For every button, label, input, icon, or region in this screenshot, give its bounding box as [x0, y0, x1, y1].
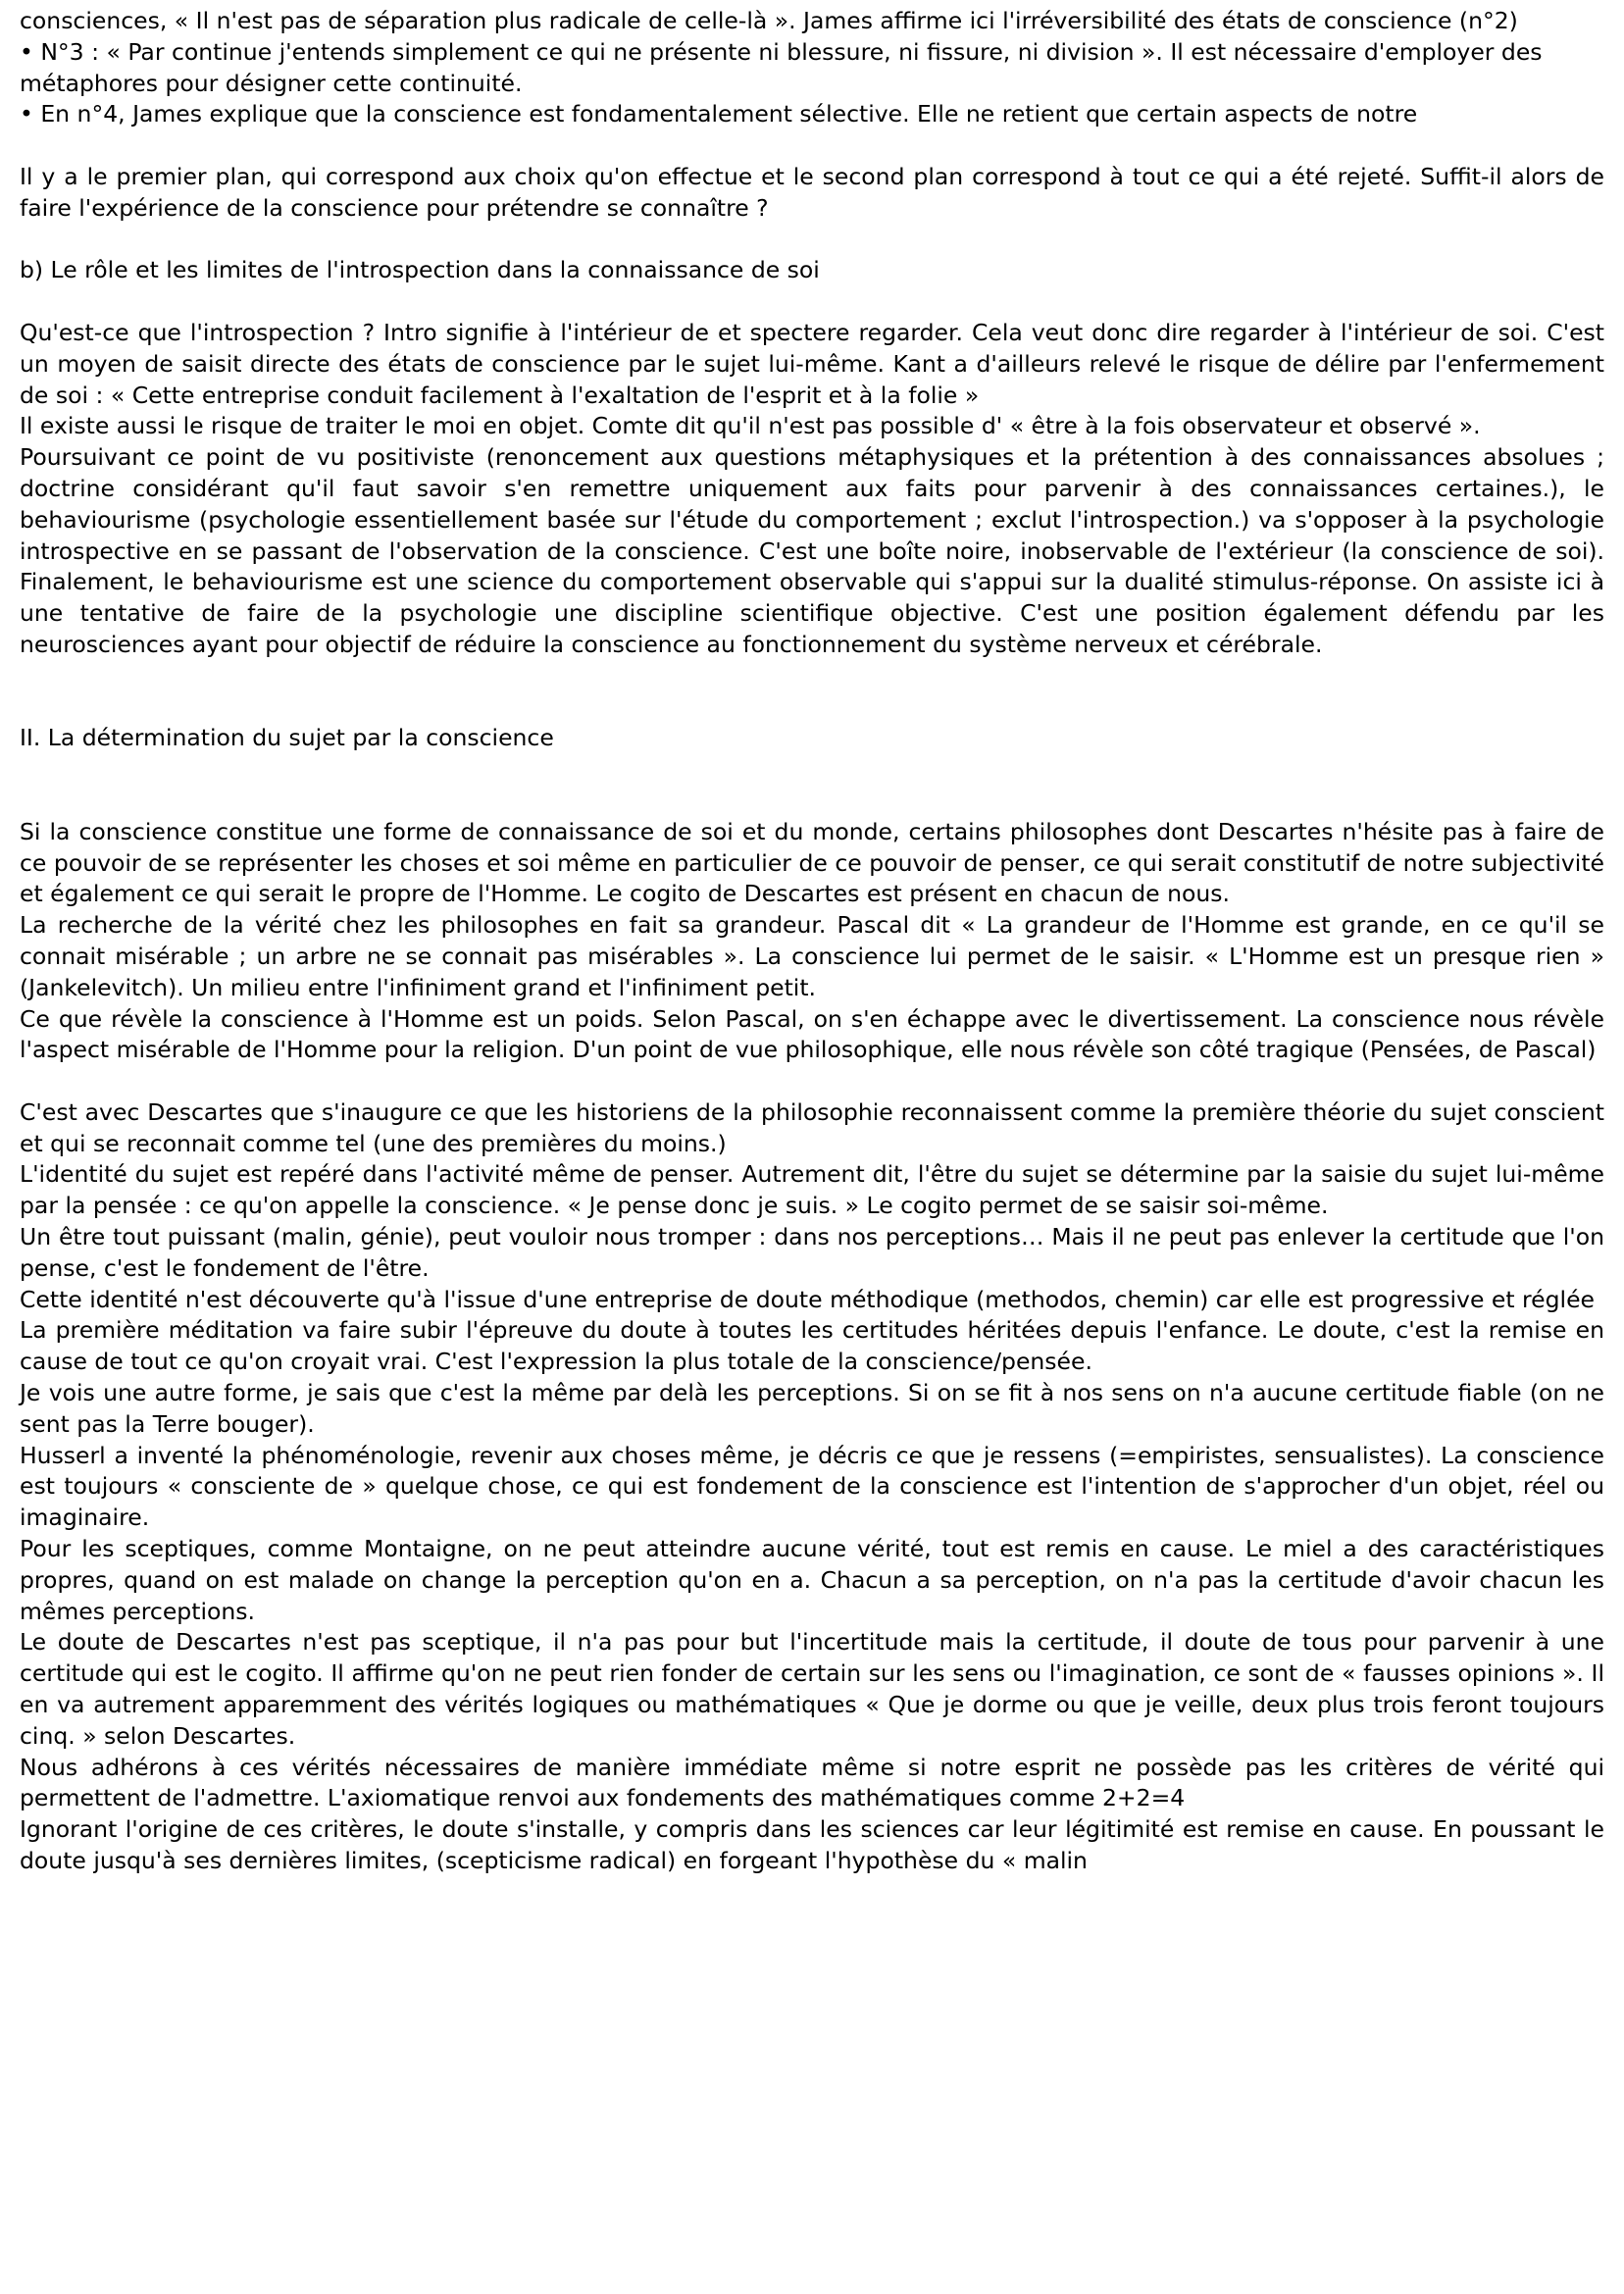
paragraph-behaviourism: Poursuivant ce point de vu positiviste (renoncement aux questions métaphysiques et la prétention à des connaissances absolues ; doctrine considérant qu'il faut savoir s'en remettre uniquement aux faits pour parvenir à des connaissances certaines.), le behaviourisme (psychologie essentiellement basée sur l'étude du comportement ; exclut l'introspection.) va s'opposer à la psychologie introspective en se passant de l'observation de la conscience. C'est une boîte noire, inobservable de l'extérieur (la conscience de soi). Finalement, le behaviourisme est une science du comportement observable qui s'appui sur la dualité stimulus-réponse. On assiste ici à une tentative de faire de la psychologie une discipline scientifique objective. C'est une position également défendu par les neurosciences ayant pour objectif de réduire la conscience au fonctionnement du système nerveux et cérébrale. [20, 443, 1604, 658]
paragraph-malin-genie: Un être tout puissant (malin, génie), peut vouloir nous tromper : dans nos perceptions… Mais il ne peut pas enlever la certitude que l'on pense, c'est le fondement de l'être. [20, 1223, 1604, 1282]
paragraph-necessary-truths: Nous adhérons à ces vérités nécessaires de manière immédiate même si notre esprit ne possède pas les critères de vérité qui permettent de l'admettre. L'axiomatique renvoi aux fondements des mathématiques comme 2+2=4 [20, 1753, 1604, 1812]
paragraph-methodical-doubt: Cette identité n'est découverte qu'à l'issue d'une entreprise de doute méthodique (methodos, chemin) car elle est progressive et réglée [20, 1285, 1595, 1313]
paragraph-sceptics: Pour les sceptiques, comme Montaigne, on ne peut atteindre aucune vérité, tout est remis en cause. Le miel a des caractéristiques propres, quand on est malade on change la perception qu'on en a. Chacun a sa perception, on n'a pas la certitude d'avoir chacun les mêmes perceptions. [20, 1535, 1604, 1625]
section-heading-introspection: b) Le rôle et les limites de l'introspection dans la connaissance de soi [20, 256, 820, 284]
paragraph-descartes-theory: C'est avec Descartes que s'inaugure ce que les historiens de la philosophie reconnaissent comme la première théorie du sujet conscient et qui se reconnait comme tel (une des premières du moins.) [20, 1097, 1604, 1157]
paragraph-first-plan: Il y a le premier plan, qui correspond aux choix qu'on effectue et le second plan correspond à tout ce qui a été rejeté. Suffit-il alors de faire l'expérience de la conscience pour prétendre se connaître ? [20, 162, 1604, 222]
paragraph-perceptions: Je vois une autre forme, je sais que c'est la même par delà les perceptions. Si on se fit à nos sens on n'a aucune certitude fiable (on ne sent pas la Terre bouger). [20, 1379, 1604, 1438]
paragraph-first-meditation: La première méditation va faire subir l'épreuve du doute à toutes les certitudes héritées depuis l'enfance. Le doute, c'est la remise en cause de tout ce qu'on croyait vrai. C'est l'expression la plus totale de la conscience/pensée. [20, 1316, 1604, 1376]
paragraph-radical-scepticism: Ignorant l'origine de ces critères, le doute s'installe, y compris dans les sciences car leur légitimité est remise en cause. En poussant le doute jusqu'à ses dernières limites, (scepticisme radical) en forgeant l'hypothèse du « malin [20, 1815, 1604, 1875]
paragraph-husserl: Husserl a inventé la phénoménologie, revenir aux choses même, je décris ce que je ressens (=empiristes, sensualistes). La conscience est toujours « consciente de » quelque chose, ce qui est fondement de la conscience est l'intention de s'approcher d'un objet, réel ou imaginaire. [20, 1441, 1604, 1532]
document-page [20, 6, 1604, 1877]
bullet-selective: • En n°4, James explique que la conscience est fondamentalement sélective. Elle ne retient que certain aspects de notre [20, 100, 1418, 128]
paragraph-introspection-definition: Qu'est-ce que l'introspection ? Intro signifie à l'intérieur de et spectere regarder. Cela veut donc dire regarder à l'intérieur de soi. C'est un moyen de saisit directe des états de conscience par le sujet lui-même. Kant a d'ailleurs relevé le risque de délire par l'enfermement de soi : « Cette entreprise conduit facilement à l'exaltation de l'esprit et à la folie » [20, 318, 1604, 409]
section-heading-determination: II. La détermination du sujet par la conscience [20, 724, 554, 752]
paragraph-pascal-grandeur: La recherche de la vérité chez les philosophes en fait sa grandeur. Pascal dit « La grandeur de l'Homme est grande, en ce qu'il se connait misérable ; un arbre ne se connait pas misérables ». La conscience lui permet de le saisir. « L'Homme est un presque rien » (Jankelevitch). Un milieu entre l'infiniment grand et l'infiniment petit. [20, 911, 1604, 1001]
paragraph-pascal-divertissement: Ce que révèle la conscience à l'Homme est un poids. Selon Pascal, on s'en échappe avec le divertissement. La conscience nous révèle l'aspect misérable de l'Homme pour la religion. D'un point de vue philosophique, elle nous révèle son côté tragique (Pensées, de Pascal) [20, 1004, 1604, 1064]
paragraph-comte: Il existe aussi le risque de traiter le moi en objet. Comte dit qu'il n'est pas possible d' « être à la fois observateur et observé ». [20, 412, 1481, 440]
paragraph-descartes-doubt: Le doute de Descartes n'est pas sceptique, il n'a pas pour but l'incertitude mais la certitude, il doute de tous pour parvenir à une certitude qui est le cogito. Il affirme qu'on ne peut rien fonder de certain sur les sens ou l'imagination, ce sont de « fausses opinions ». Il en va autrement apparemment des vérités logiques ou mathématiques « Que je dorme ou que je veille, deux plus trois feront toujours cinq. » selon Descartes. [20, 1628, 1604, 1750]
paragraph-descartes-subjectivity: Si la conscience constitue une forme de connaissance de soi et du monde, certains philosophes dont Descartes n'hésite pas à faire de ce pouvoir de se représenter les choses et soi même en particulier de ce pouvoir de penser, ce qui serait constitutif de notre subjectivité et également ce qui serait le propre de l'Homme. Le cogito de Descartes est présent en chacun de nous. [20, 817, 1604, 908]
bullet-continuity: • N°3 : « Par continue j'entends simplement ce qui ne présente ni blessure, ni fissure, ni division ». Il est nécessaire d'employer des métaphores pour désigner cette continuité. [20, 37, 1543, 97]
paragraph-james-conscience: consciences, « Il n'est pas de séparation plus radicale de celle-là ». James affirme ici l'irréversibilité des états de conscience (n°2) [20, 7, 1518, 34]
paragraph-identity-thinking: L'identité du sujet est repéré dans l'activité même de penser. Autrement dit, l'être du sujet se détermine par la saisie du sujet lui-même par la pensée : ce qu'on appelle la conscience. « Je pense donc je suis. » Le cogito permet de se saisir soi-même. [20, 1160, 1604, 1220]
